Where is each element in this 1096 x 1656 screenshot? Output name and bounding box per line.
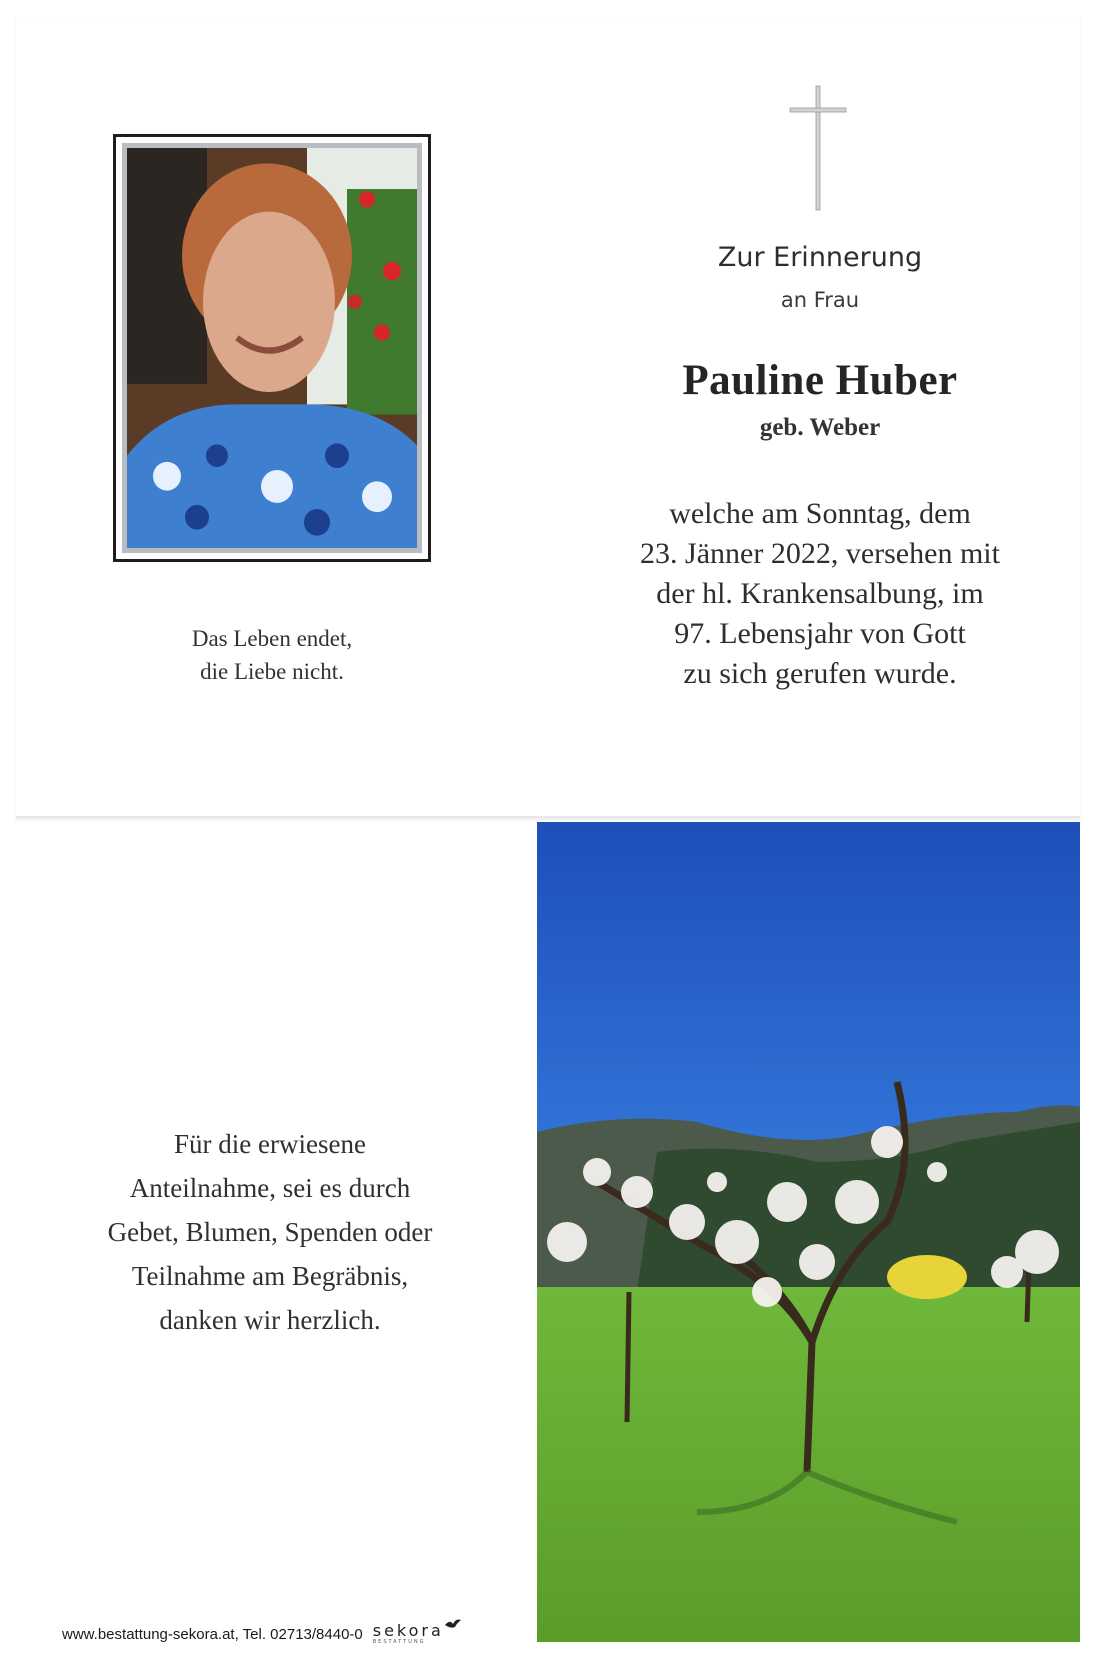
birth-name: geb. Weber: [759, 414, 881, 441]
landscape-photo: [537, 822, 1080, 1642]
motto: [113, 622, 431, 688]
death-notice-line: zu sich gerufen wurde.: [683, 657, 957, 690]
footer: [62, 1622, 482, 1646]
death-notice-line: 23. Jänner 2022, versehen mit: [640, 537, 1000, 570]
thanks-line: danken wir herzlich.: [159, 1305, 381, 1335]
death-notice-line: der hl. Krankensalbung, im: [656, 577, 984, 610]
cross-icon: [788, 84, 848, 212]
thanks-line: Anteilnahme, sei es durch: [129, 1173, 411, 1203]
motto-line: Das Leben endet,: [191, 626, 353, 651]
deceased-name: Pauline Huber: [682, 357, 958, 404]
logo-subtitle: BESTATTUNG: [372, 1639, 426, 1645]
motto-line: die Liebe nicht.: [200, 659, 344, 684]
bird-icon: [444, 1617, 462, 1631]
thanks-line: Gebet, Blumen, Spenden oder: [107, 1217, 433, 1247]
thanks-message: [60, 1122, 480, 1342]
death-notice-line: 97. Lebensjahr von Gott: [674, 617, 966, 650]
logo-wordmark: sekora: [372, 1621, 444, 1640]
portrait-frame: [113, 134, 431, 562]
thanks-line: Für die erwiesene: [174, 1129, 366, 1159]
death-notice-line: welche am Sonntag, dem: [669, 497, 971, 530]
portrait-photo: [122, 143, 422, 553]
intro-subtitle: an Frau: [780, 288, 860, 312]
funeral-home-logo: [373, 1623, 444, 1645]
thanks-line: Teilnahme am Begräbnis,: [131, 1261, 409, 1291]
intro-title: Zur Erinnerung: [717, 242, 923, 273]
contact-info: www.bestattung-sekora.at, Tel. 02713/8440-0: [62, 1625, 363, 1643]
death-notice: [600, 494, 1040, 694]
